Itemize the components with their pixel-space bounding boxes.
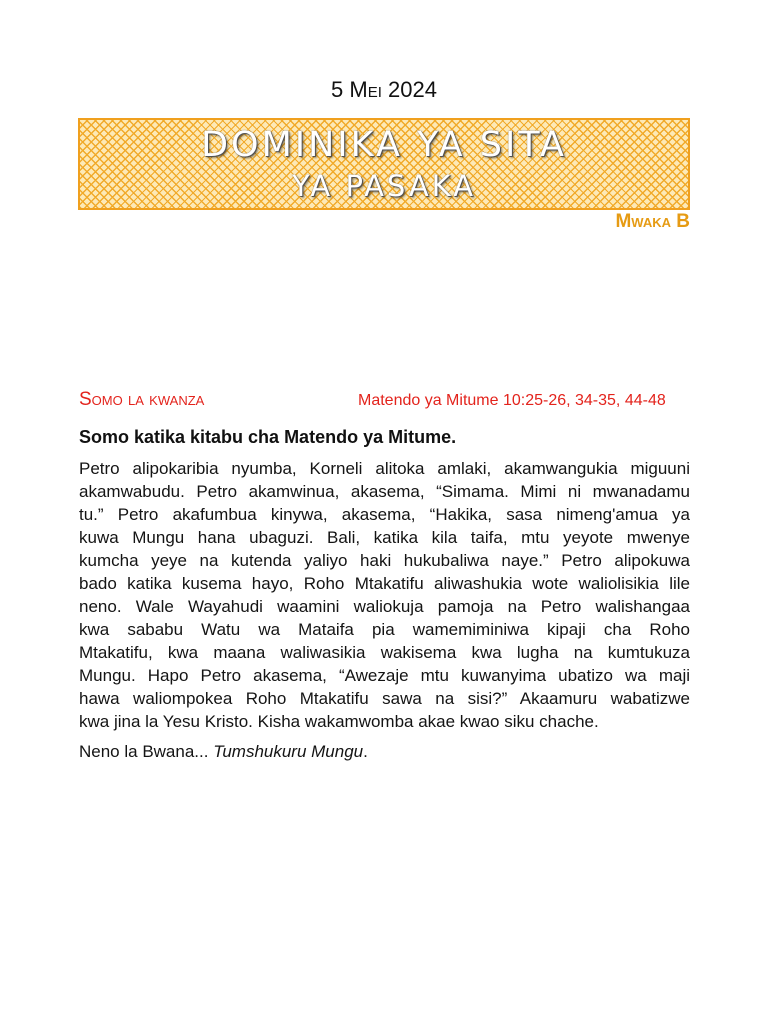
reading-line: Mungu. Hapo Petro akasema, “Awezaje mtu kuwanyima ubatizo wa maji <box>79 666 690 685</box>
reading-line: bado katika kusema hayo, Roho Mtakatifu aliwashukia wote waliolisikia lile <box>79 574 690 593</box>
reading-line: akamwabudu. Petro akamwinua, akasema, “Simama. Mimi ni mwanadamu <box>79 482 690 501</box>
scripture-citation: Matendo ya Mitume 10:25-26, 34-35, 44-48 <box>358 392 666 409</box>
title-line-2: YA PASAKA <box>291 169 477 203</box>
reading-label: Somo la kwanza <box>79 389 205 410</box>
reading-intro: Somo katika kitabu cha Matendo ya Mitume. <box>79 427 457 447</box>
closing-end: . <box>363 742 368 761</box>
liturgical-date: 5 Mei 2024 <box>331 77 437 102</box>
closing-response: Tumshukuru Mungu <box>213 742 364 761</box>
reading-closing <box>79 740 368 763</box>
reading-line: Mtakatifu, kwa maana waliwasikia wakisema kwa lugha na kumtukuza <box>79 643 690 662</box>
reading-line: kuwa Mungu hana ubaguzi. Bali, katika kila taifa, mtu yeyote mwenye <box>79 528 690 547</box>
reading-line: tu.” Petro akafumbua kinywa, akasema, “Hakika, sasa nimeng'amua ya <box>79 505 690 524</box>
reading-line: Petro alipokaribia nyumba, Korneli alitoka amlaki, akamwangukia miguuni <box>79 459 690 478</box>
title-banner <box>78 118 690 210</box>
year-cycle-label: Mwaka B <box>615 211 690 232</box>
reading-line: neno. Wale Wayahudi waamini waliokuja pamoja na Petro walishangaa <box>79 597 690 616</box>
reading-line: hawa waliompokea Roho Mtakatifu sawa na sisi?” Akaamuru wabatizwe <box>79 689 690 708</box>
title-line-1: DOMINIKA YA SITA <box>201 125 567 165</box>
reading-line: kwa jina la Yesu Kristo. Kisha wakamwomba akae kwao siku chache. <box>79 712 599 731</box>
reading-text <box>79 457 690 733</box>
reading-line: kumcha yeye na kutenda yaliyo haki hukubaliwa naye.” Petro alipokuwa <box>79 551 690 570</box>
reading-line: kwa sababu Watu wa Mataifa pia wamemiminiwa kipaji cha Roho <box>79 620 690 639</box>
closing-acclamation: Neno la Bwana... <box>79 742 214 761</box>
